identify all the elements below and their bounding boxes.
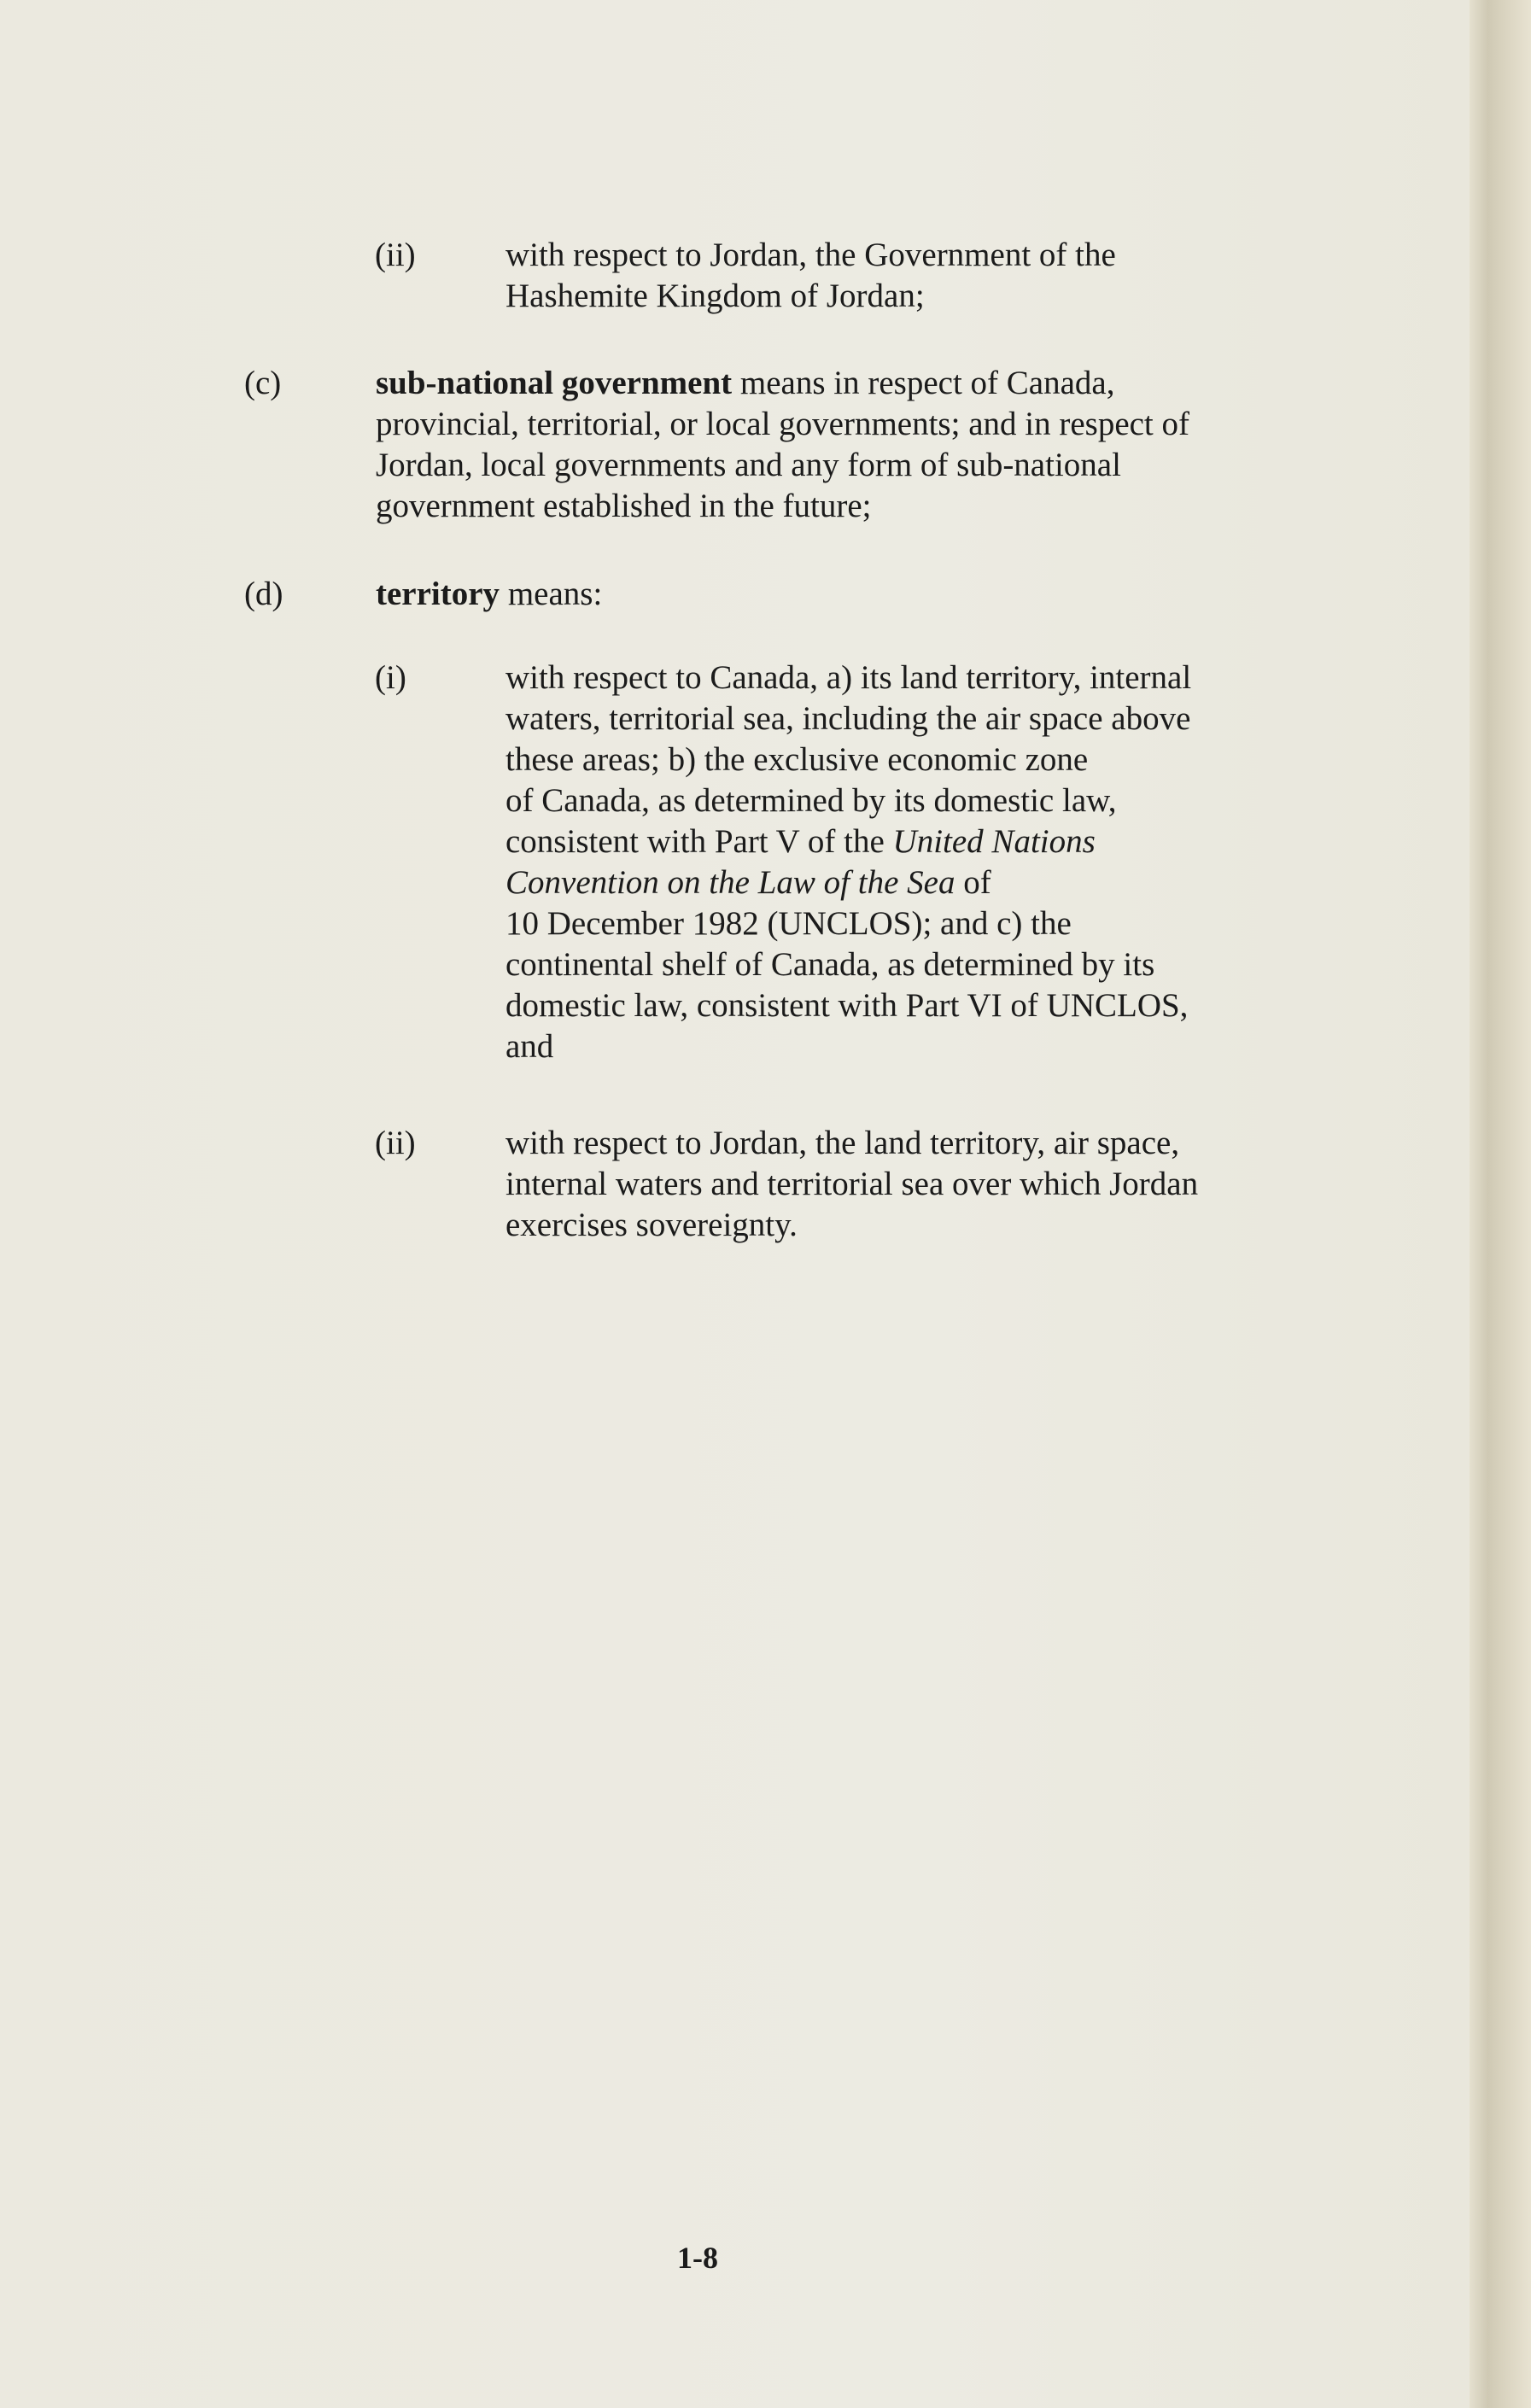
definition-sub-national-government [376, 363, 1189, 527]
item-label-d: (d) [244, 576, 283, 612]
text-segment: of [955, 864, 991, 901]
text-segment: means: [500, 576, 603, 612]
text-line: these areas; b) the exclusive economic zone [505, 741, 1089, 778]
item-label-d-ii: (ii) [375, 1125, 416, 1161]
text-line: with respect to Jordan, the land territory, air space, [505, 1125, 1180, 1161]
treaty-title: Convention on the Law of the Sea [505, 864, 955, 901]
text-line [505, 862, 1191, 903]
item-d-ii-text [505, 1123, 1198, 1246]
text-line: with respect to Jordan, the Government of the [505, 237, 1116, 273]
text-line: Jordan, local governments and any form of sub-national [376, 447, 1121, 483]
text-line: with respect to Canada, a) its land territory, internal [505, 659, 1192, 696]
text-line: and [505, 1028, 554, 1065]
text-line: of Canada, as determined by its domestic law, [505, 782, 1117, 819]
item-d-i-text [505, 658, 1191, 1067]
text-line: Hashemite Kingdom of Jordan; [505, 278, 925, 314]
treaty-title: United Nations [892, 823, 1096, 860]
defined-term: territory [376, 576, 500, 612]
text-line: continental shelf of Canada, as determined by its [505, 946, 1155, 983]
text-line: provincial, territorial, or local governments; and in respect of [376, 406, 1190, 442]
text-line: domestic law, consistent with Part VI of UNCLOS, [505, 987, 1189, 1024]
item-a-ii-text [505, 235, 1116, 317]
text-line: government established in the future; [376, 488, 872, 524]
text-segment: means in respect of Canada, [732, 365, 1115, 401]
text-line: 10 December 1982 (UNCLOS); and c) the [505, 905, 1072, 942]
item-label-a-ii: (ii) [375, 237, 416, 273]
text-line: waters, territorial sea, including the air space above [505, 700, 1191, 737]
item-label-c: (c) [244, 365, 282, 401]
text-line [376, 574, 602, 615]
text-line: exercises sovereignty. [505, 1207, 798, 1243]
text-line [376, 363, 1189, 404]
defined-term: sub-national government [376, 365, 733, 401]
item-label-d-i: (i) [375, 659, 406, 696]
text-segment: consistent with Part V of the [505, 823, 893, 860]
text-line [505, 821, 1191, 862]
page-number: 1-8 [677, 2241, 718, 2275]
text-line: internal waters and territorial sea over which Jordan [505, 1166, 1199, 1202]
definition-territory [376, 574, 602, 615]
